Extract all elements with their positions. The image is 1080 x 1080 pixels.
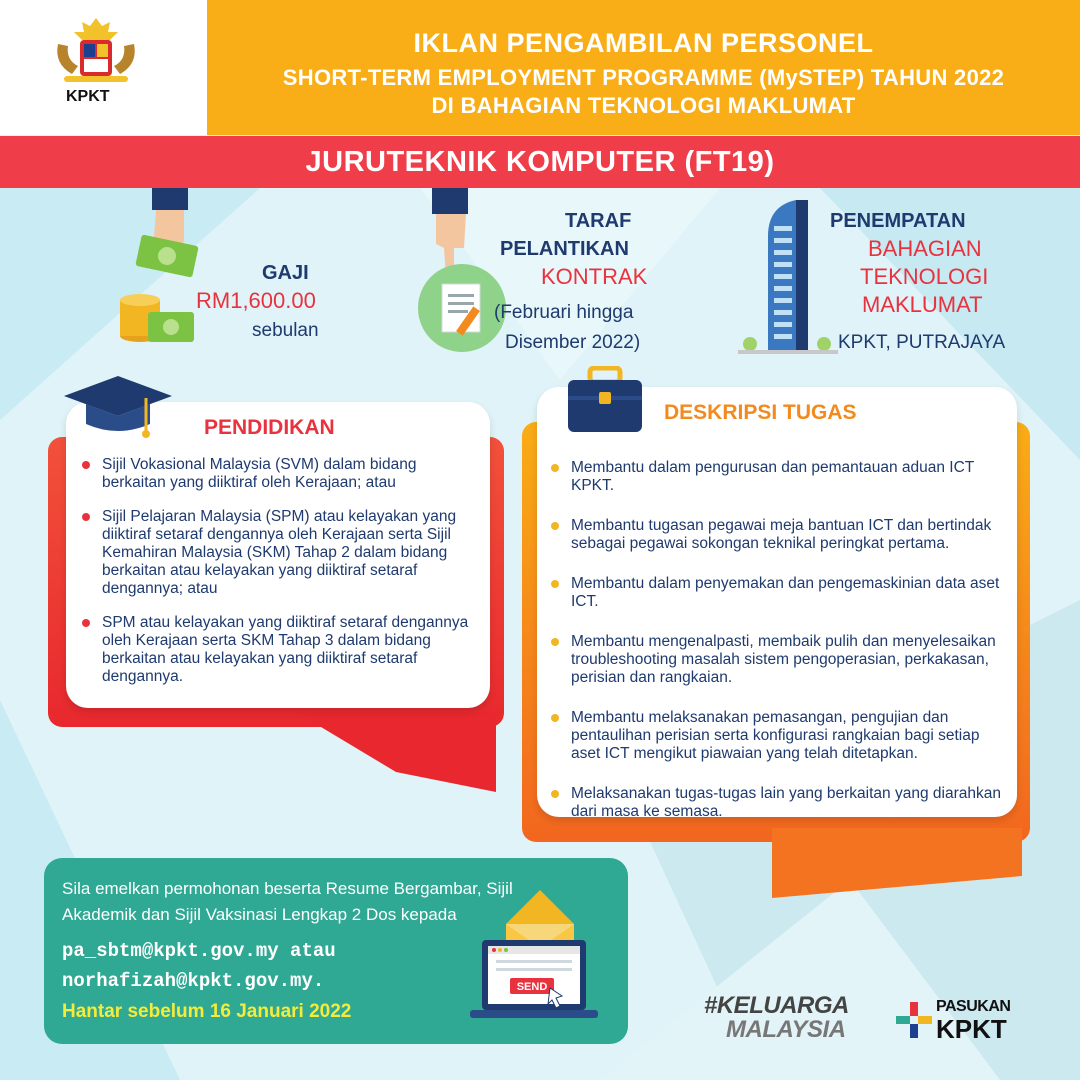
appointment-period-2: Disember 2022) [505, 332, 641, 353]
education-title: PENDIDIKAN [204, 416, 335, 439]
salary-period: sebulan [252, 320, 319, 341]
email-link-1[interactable]: pa_sbtm@kpkt.gov.my atau [62, 940, 336, 962]
logo-panel [0, 0, 207, 135]
duties-card [537, 387, 1017, 820]
duties-title: DESKRIPSI TUGAS [664, 401, 857, 424]
salary-amount: RM1,600.00 [196, 288, 316, 313]
duty-item: Membantu dalam penyemakan dan pengemaskinian data aset ICT. [551, 575, 1003, 611]
education-item: SPM atau kelayakan yang diiktiraf setaraf dengannya oleh Kerajaan serta SKM Tahap 3 dalam bidang berkaitan atau kelayakan yang diiktiraf setaraf dengannya. [82, 614, 474, 686]
education-item: Sijil Pelajaran Malaysia (SPM) atau kelayakan yang diiktiraf setaraf dengannya oleh Kerajaan serta Sijil Kemahiran Malaysia (SKM) Tahap 2 dalam bidang berkaitan atau kelayakan yang diiktiraf setaraf dengannya; atau [82, 508, 474, 598]
header-subtitle: SHORT-TERM EMPLOYMENT PROGRAMME (MySTEP) TAHUN 2022 [282, 65, 1005, 90]
appointment-period-1: (Februari hingga [494, 302, 634, 323]
duties-list [551, 459, 1003, 843]
keluarga-malaysia-logo [704, 994, 874, 1042]
header-banner [207, 0, 1080, 135]
placement-dept-3: MAKLUMAT [862, 292, 983, 317]
kpkt-text: KPKT [936, 1014, 1007, 1044]
education-card [66, 402, 490, 708]
pasukan-kpkt-logo [936, 998, 1010, 1042]
contact-instructions: Sila emelkan permohonan beserta Resume Bergambar, Sijil Akademik dan Sijil Vaksinasi Lengkap 2 Dos kepada [62, 879, 513, 924]
appointment-heading-1: TARAF [565, 210, 632, 232]
duty-item: Membantu melaksanakan pemasangan, pengujian dan pentaulihan perisian serta konfigurasi rangkaian bagi setiap aset ICT mengikut piawaian yang telah ditetapkan. [551, 709, 1003, 763]
contract-document-icon [410, 188, 510, 353]
send-button-label: SEND [516, 981, 548, 993]
contact-emails [62, 936, 336, 996]
duty-item: Membantu mengenalpasti, membaik pulih dan menyelesaikan troubleshooting masalah sistem pengoperasian, perkakasan, perisian dan rangkaian. [551, 633, 1003, 687]
briefcase-icon [566, 366, 644, 434]
header-department: DI BAHAGIAN TEKNOLOGI MAKLUMAT [431, 93, 856, 118]
education-list [82, 456, 474, 702]
education-item: Sijil Vokasional Malaysia (SVM) dalam bidang berkaitan yang diiktiraf oleh Kerajaan; atau [82, 456, 474, 492]
application-deadline: Hantar sebelum 16 Januari 2022 [62, 1001, 352, 1022]
coat-of-arms-logo [50, 14, 142, 84]
salary-heading: GAJI [262, 262, 309, 284]
malaysia-text: MALAYSIA [726, 1016, 846, 1043]
duty-item: Melaksanakan tugas-tugas lain yang berkaitan yang diarahkan dari masa ke semasa. [551, 785, 1003, 821]
position-title: JURUTEKNIK KOMPUTER (FT19) [0, 136, 1080, 188]
header-title: IKLAN PENGAMBILAN PERSONEL [413, 28, 874, 58]
duty-item: Membantu tugasan pegawai meja bantuan ICT dan bertindak sebagai pegawai sokongan teknikal peringkat pertama. [551, 517, 1003, 553]
appointment-type: KONTRAK [541, 264, 648, 289]
email-link-2[interactable]: norhafizah@kpkt.gov.my. [62, 970, 325, 992]
pasukan-text: PASUKAN [936, 998, 1011, 1015]
graduation-cap-icon [62, 372, 174, 444]
placement-heading: PENEMPATAN [830, 210, 966, 232]
logo-label: KPKT [66, 88, 110, 105]
placement-location: KPKT, PUTRAJAYA [838, 332, 1006, 353]
duty-item: Membantu dalam pengurusan dan pemantauan aduan ICT KPKT. [551, 459, 1003, 495]
keluarga-text: #KELUARGA [704, 992, 849, 1019]
building-icon [738, 196, 838, 356]
placement-dept-1: BAHAGIAN [868, 236, 982, 261]
money-hand-icon [110, 188, 210, 358]
placement-dept-2: TEKNOLOGI [860, 264, 989, 289]
appointment-heading-2: PELANTIKAN [500, 238, 629, 260]
education-ribbon-tail [296, 712, 496, 802]
laptop-send-mail-icon [466, 884, 602, 1028]
pasukan-kpkt-mark-icon [896, 1002, 932, 1038]
